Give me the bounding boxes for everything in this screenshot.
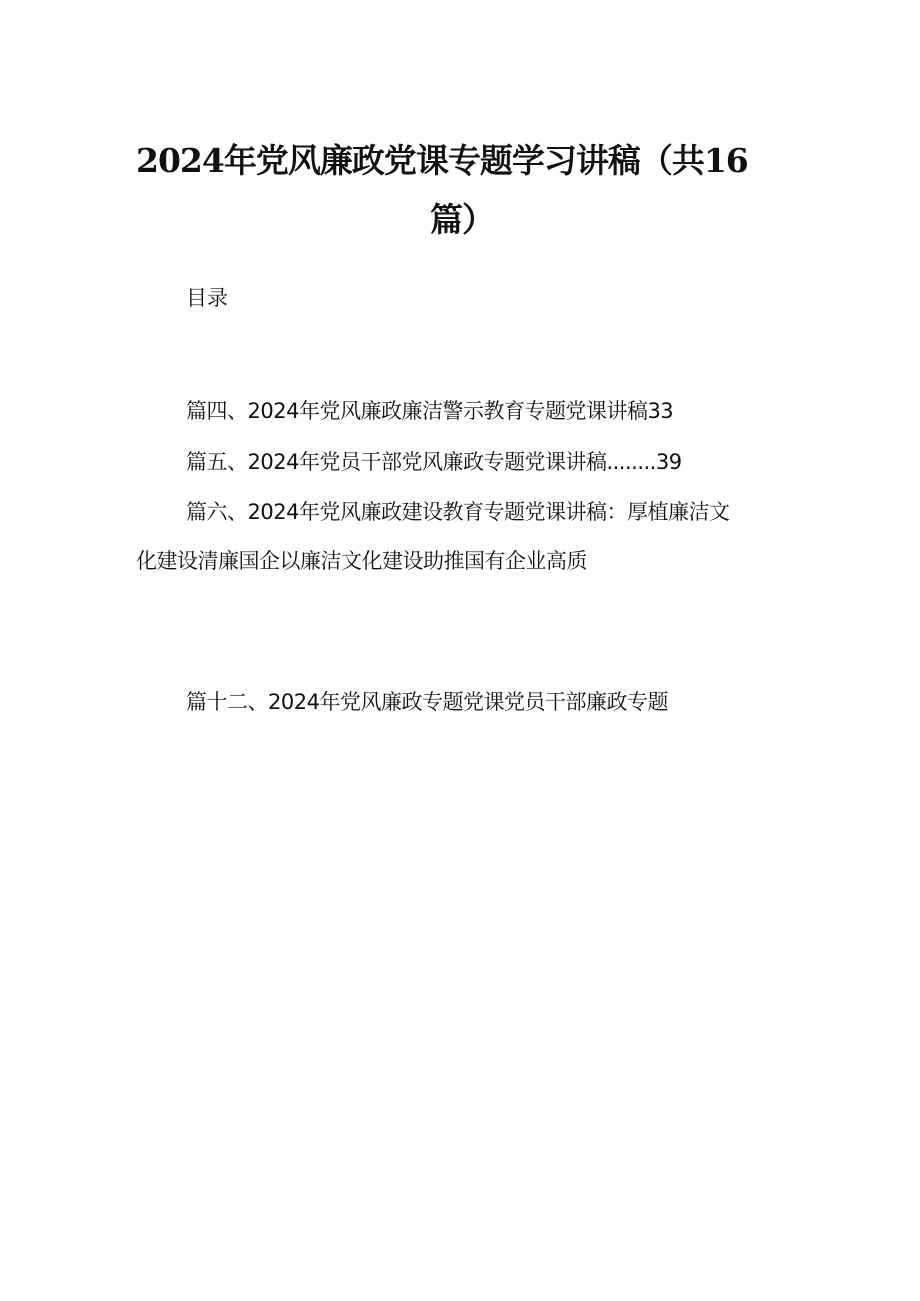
toc-entry-continuation[interactable]: 化建设清廉国企以廉洁文化建设助推国有企业高质 [136,549,587,573]
document-title-line-2: 篇） [430,200,494,239]
toc-entry[interactable]: 篇五、2024年党员干部党风廉政专题党课讲稿........39 [186,450,682,474]
toc-entry[interactable]: 篇六、2024年党风廉政建设教育专题党课讲稿：厚植廉洁文 [186,500,730,524]
toc-entry[interactable]: 篇四、2024年党风廉政廉洁警示教育专题党课讲稿33 [186,399,674,423]
toc-entry[interactable]: 篇十二、2024年党风廉政专题党课党员干部廉政专题 [186,690,668,714]
document-title-line-1: 2024年党风廉政党课专题学习讲稿（共16 [136,141,748,180]
toc-heading: 目录 [186,286,228,310]
